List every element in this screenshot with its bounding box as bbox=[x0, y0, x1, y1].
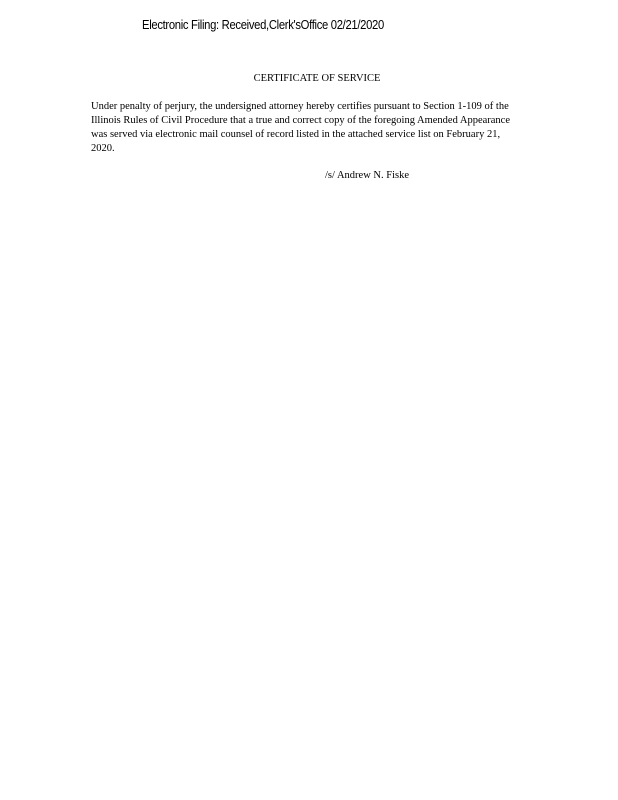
electronic-filing-stamp: Electronic Filing: Received,Clerk'sOffice 02/21/2020 bbox=[142, 18, 384, 32]
body-line: 2020. bbox=[91, 143, 115, 154]
certificate-title: CERTIFICATE OF SERVICE bbox=[253, 73, 381, 84]
body-line: was served via electronic mail counsel of record listed in the attached service list on February 21, bbox=[91, 129, 501, 140]
body-line: Illinois Rules of Civil Procedure that a true and correct copy of the foregoing Amended Appearance bbox=[91, 115, 510, 126]
attorney-signature: /s/ Andrew N. Fiske bbox=[325, 170, 409, 181]
body-line: Under penalty of perjury, the undersigned attorney hereby certifies pursuant to Section 1-109 of the bbox=[91, 101, 509, 112]
